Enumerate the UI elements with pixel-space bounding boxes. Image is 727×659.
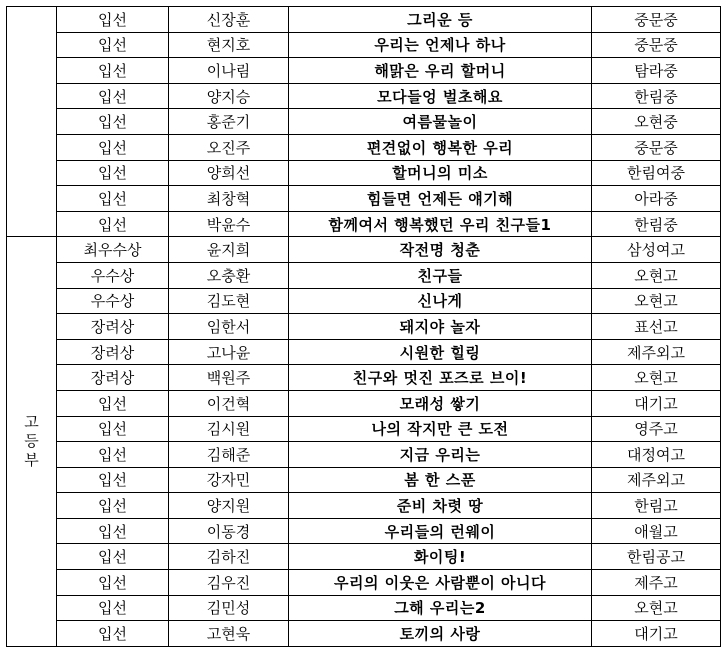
award-cell: 입선 (57, 493, 169, 519)
name-cell: 오진주 (169, 134, 289, 160)
award-cell: 입선 (57, 570, 169, 596)
table-row (7, 493, 721, 519)
name-cell: 백원주 (169, 365, 289, 391)
title-cell: 여름물놀이 (289, 109, 592, 135)
name-cell: 양희선 (169, 160, 289, 186)
table-row (7, 544, 721, 570)
title-cell: 해맑은 우리 할머니 (289, 58, 592, 84)
table-row (7, 262, 721, 288)
award-cell: 입선 (57, 109, 169, 135)
school-cell: 영주고 (592, 416, 721, 442)
award-cell: 입선 (57, 544, 169, 570)
title-cell: 지금 우리는 (289, 442, 592, 468)
title-cell: 함께여서 행복했던 우리 친구들1 (289, 211, 592, 237)
table-row (7, 83, 721, 109)
name-cell: 고나윤 (169, 339, 289, 365)
school-cell: 애월고 (592, 518, 721, 544)
award-cell: 장려상 (57, 314, 169, 340)
award-cell: 장려상 (57, 339, 169, 365)
award-cell: 입선 (57, 390, 169, 416)
table-row (7, 314, 721, 340)
award-cell: 입선 (57, 83, 169, 109)
table-row (7, 365, 721, 391)
table-row (7, 32, 721, 58)
title-cell: 시원한 힐링 (289, 339, 592, 365)
school-cell: 한림공고 (592, 544, 721, 570)
table-row (7, 595, 721, 621)
name-cell: 양지원 (169, 493, 289, 519)
award-cell: 입선 (57, 518, 169, 544)
award-cell: 입선 (57, 595, 169, 621)
title-cell: 그리운 등 (289, 7, 592, 33)
school-cell: 대기고 (592, 390, 721, 416)
name-cell: 홍준기 (169, 109, 289, 135)
award-results-table (6, 6, 721, 647)
school-cell: 중문중 (592, 32, 721, 58)
table-row (7, 442, 721, 468)
award-cell: 장려상 (57, 365, 169, 391)
award-results-body (7, 7, 721, 647)
name-cell: 임한서 (169, 314, 289, 340)
table-row (7, 518, 721, 544)
high-division-cell (7, 237, 57, 647)
award-cell: 입선 (57, 160, 169, 186)
school-cell: 표선고 (592, 314, 721, 340)
school-cell: 제주외고 (592, 339, 721, 365)
title-cell: 우리의 이웃은 사람뿐이 아니다 (289, 570, 592, 596)
name-cell: 고현욱 (169, 621, 289, 647)
award-cell: 입선 (57, 7, 169, 33)
table-row (7, 621, 721, 647)
table-row (7, 570, 721, 596)
title-cell: 우리들의 런웨이 (289, 518, 592, 544)
school-cell: 제주외고 (592, 467, 721, 493)
name-cell: 김민성 (169, 595, 289, 621)
title-cell: 신나게 (289, 288, 592, 314)
name-cell: 김하진 (169, 544, 289, 570)
title-cell: 나의 작지만 큰 도전 (289, 416, 592, 442)
division-label: 고등부 (24, 413, 39, 470)
award-cell: 입선 (57, 134, 169, 160)
award-cell: 입선 (57, 467, 169, 493)
name-cell: 김시원 (169, 416, 289, 442)
title-cell: 화이팅! (289, 544, 592, 570)
title-cell: 친구와 멋진 포즈로 브이! (289, 365, 592, 391)
name-cell: 이건혁 (169, 390, 289, 416)
name-cell: 이동경 (169, 518, 289, 544)
title-cell: 우리는 언제나 하나 (289, 32, 592, 58)
school-cell: 대정여고 (592, 442, 721, 468)
name-cell: 양지승 (169, 83, 289, 109)
award-cell: 입선 (57, 621, 169, 647)
table-row (7, 416, 721, 442)
award-cell: 우수상 (57, 288, 169, 314)
table-row (7, 58, 721, 84)
school-cell: 한림중 (592, 83, 721, 109)
school-cell: 오현고 (592, 262, 721, 288)
table-row (7, 7, 721, 33)
title-cell: 친구들 (289, 262, 592, 288)
school-cell: 중문중 (592, 7, 721, 33)
name-cell: 김도현 (169, 288, 289, 314)
award-cell: 우수상 (57, 262, 169, 288)
school-cell: 탐라중 (592, 58, 721, 84)
school-cell: 오현고 (592, 365, 721, 391)
school-cell: 아라중 (592, 186, 721, 212)
table-row (7, 237, 721, 263)
table-row (7, 134, 721, 160)
school-cell: 대기고 (592, 621, 721, 647)
award-cell: 입선 (57, 416, 169, 442)
name-cell: 이나림 (169, 58, 289, 84)
school-cell: 한림여중 (592, 160, 721, 186)
title-cell: 힘들면 언제든 얘기해 (289, 186, 592, 212)
table-row (7, 186, 721, 212)
table-row (7, 109, 721, 135)
name-cell: 박윤수 (169, 211, 289, 237)
table-row (7, 467, 721, 493)
table-row (7, 211, 721, 237)
table-row (7, 390, 721, 416)
title-cell: 토끼의 사랑 (289, 621, 592, 647)
school-cell: 제주고 (592, 570, 721, 596)
name-cell: 강자민 (169, 467, 289, 493)
school-cell: 한림고 (592, 493, 721, 519)
name-cell: 윤지희 (169, 237, 289, 263)
school-cell: 중문중 (592, 134, 721, 160)
award-cell: 입선 (57, 186, 169, 212)
award-cell: 입선 (57, 32, 169, 58)
name-cell: 김해준 (169, 442, 289, 468)
table-row (7, 288, 721, 314)
middle-division-cell (7, 7, 57, 237)
name-cell: 김우진 (169, 570, 289, 596)
title-cell: 준비 차렷 땅 (289, 493, 592, 519)
award-cell: 입선 (57, 211, 169, 237)
title-cell: 모다들엉 벌초해요 (289, 83, 592, 109)
school-cell: 오현고 (592, 288, 721, 314)
name-cell: 최창혁 (169, 186, 289, 212)
title-cell: 작전명 청춘 (289, 237, 592, 263)
title-cell: 모래성 쌓기 (289, 390, 592, 416)
award-cell: 입선 (57, 58, 169, 84)
title-cell: 편견없이 행복한 우리 (289, 134, 592, 160)
school-cell: 한림중 (592, 211, 721, 237)
school-cell: 오현고 (592, 595, 721, 621)
name-cell: 오충환 (169, 262, 289, 288)
award-cell: 입선 (57, 442, 169, 468)
school-cell: 오현중 (592, 109, 721, 135)
table-row (7, 160, 721, 186)
name-cell: 신장훈 (169, 7, 289, 33)
title-cell: 돼지야 놀자 (289, 314, 592, 340)
title-cell: 할머니의 미소 (289, 160, 592, 186)
school-cell: 삼성여고 (592, 237, 721, 263)
name-cell: 현지호 (169, 32, 289, 58)
award-cell: 최우수상 (57, 237, 169, 263)
title-cell: 그해 우리는2 (289, 595, 592, 621)
table-row (7, 339, 721, 365)
title-cell: 봄 한 스푼 (289, 467, 592, 493)
